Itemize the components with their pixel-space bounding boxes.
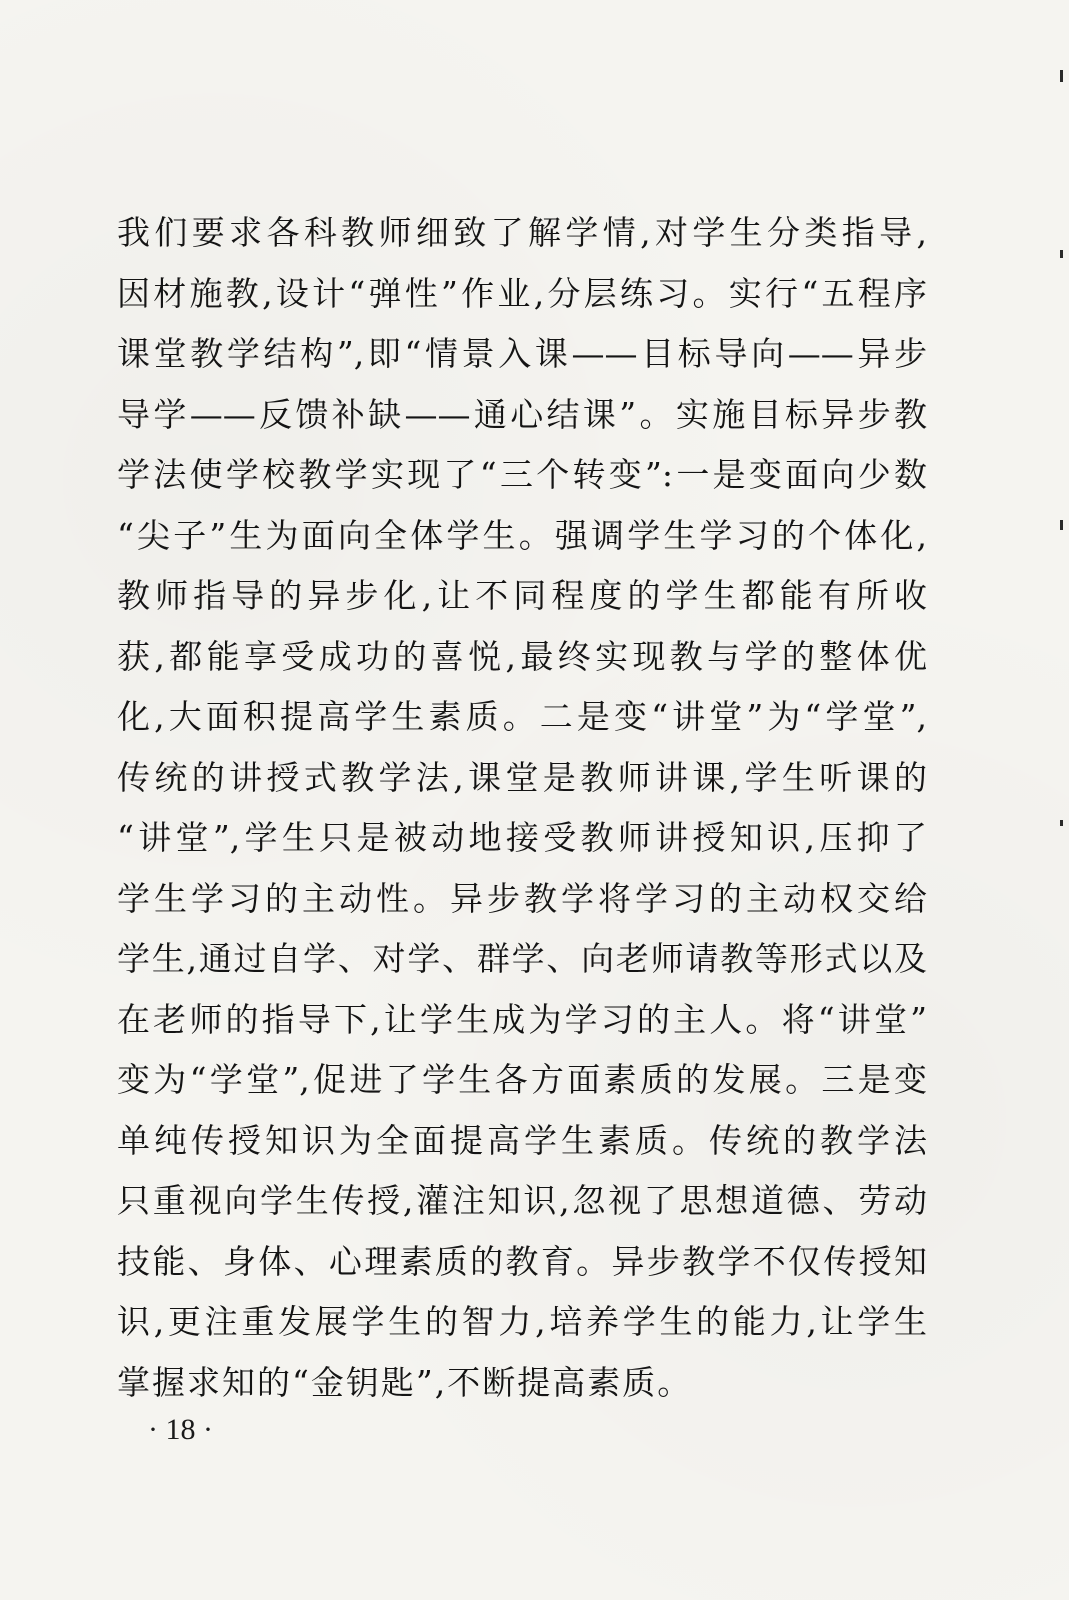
text-line: 在老师的指导下,让学生成为学习的主人。将“讲堂” [117, 999, 927, 1039]
text-line: 学生学习的主动性。异步教学将学习的主动权交给 [117, 878, 927, 918]
text-line: 单纯传授知识为全面提高学生素质。传统的教学法 [117, 1120, 927, 1160]
text-line: 导学——反馈补缺——通心结课”。实施目标异步教 [117, 394, 927, 434]
text-line: 因材施教,设计“弹性”作业,分层练习。实行“五程序 [117, 273, 927, 313]
body-text [117, 203, 927, 1413]
scan-edge-mark [1060, 70, 1063, 82]
text-line: 教师指导的异步化,让不同程度的学生都能有所收 [117, 576, 927, 615]
scan-edge-mark [1060, 250, 1063, 258]
text-line: 我们要求各科教师细致了解学情,对学生分类指导, [117, 213, 927, 252]
scan-edge-mark [1060, 820, 1063, 826]
text-line: “尖子”生为面向全体学生。强调学生学习的个体化, [117, 515, 927, 555]
text-line: 变为“学堂”,促进了学生各方面素质的发展。三是变 [117, 1060, 927, 1099]
text-line: 只重视向学生传授,灌注知识,忽视了思想道德、劳动 [117, 1181, 927, 1220]
text-line: “讲堂”,学生只是被动地接受教师讲授知识,压抑了 [117, 818, 927, 857]
text-line: 课堂教学结构”,即“情景入课——目标导向——异步 [117, 334, 927, 373]
text-line: 学法使学校教学实现了“三个转变”:一是变面向少数 [117, 455, 927, 494]
text-line: 识,更注重发展学生的智力,培养学生的能力,让学生 [117, 1302, 927, 1341]
text-line: 技能、身体、心理素质的教育。异步教学不仅传授知 [117, 1241, 927, 1281]
page-number: · 18 · [148, 1413, 213, 1446]
text-line: 化,大面积提高学生素质。二是变“讲堂”为“学堂”, [117, 697, 927, 736]
text-line: 掌握求知的“金钥匙”,不断提高素质。 [117, 1362, 693, 1402]
text-line: 获,都能享受成功的喜悦,最终实现教与学的整体优 [117, 636, 927, 676]
text-line: 传统的讲授式教学法,课堂是教师讲课,学生听课的 [117, 757, 927, 797]
scan-edge-mark [1060, 520, 1063, 530]
text-line: 学生,通过自学、对学、群学、向老师请教等形式以及 [117, 939, 927, 978]
